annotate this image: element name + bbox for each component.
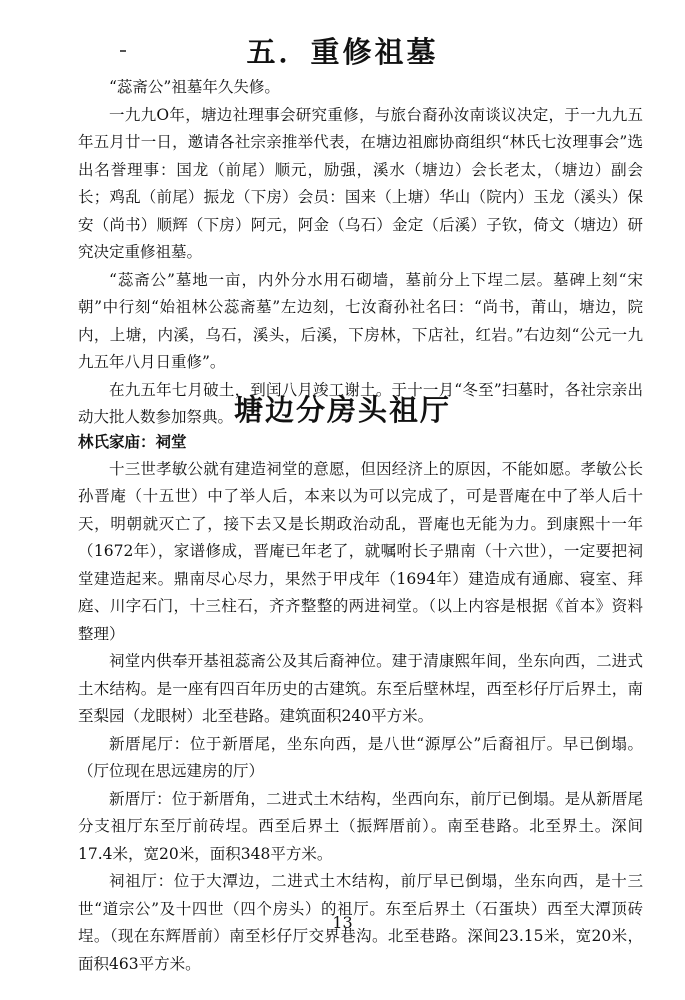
- paragraph: 新厝厅：位于新厝角，二进式土木结构，坐西向东，前厅已倒塌。是从新厝尾分支祖厅东至厅前砖埕。西至后界土（振辉厝前）。南至巷路。北至界土。深间17.4米，宽20米，面积348平方米。: [78, 789, 643, 863]
- section-title: 塘边分房头祖厅: [233, 393, 451, 427]
- paragraph: “蕊斋公”祖墓年久失修。: [109, 78, 280, 96]
- paragraph: 在九五年七月破土，到闰八月竣工谢土。于十一月“冬至”扫墓时，各社宗亲出动大批人数参加祭典。: [78, 380, 643, 426]
- paragraph: 祠祖厅：位于大潭边，二进式土木结构，前厅早已倒塌，坐东向西，是十三世“道宗公”及十四世（四个房头）的祖厅。东至后界土（石蛋块）西至大潭顶砖埕。（现在东辉厝前）南至杉仔厅交界巷沟。北至巷路。深间23.15米，宽20米，面积463平方米。: [78, 872, 643, 973]
- subheading: 林氏家庙：祠堂: [78, 432, 187, 451]
- part1-body: [78, 74, 643, 432]
- page-title: 五．重修祖墓: [246, 35, 439, 69]
- paragraph: 新厝尾厅：位于新厝尾，坐东向西，是八世“源厚公”后裔祖厅。早已倒塌。（厅位现在思远建房的厅）: [78, 734, 643, 780]
- paragraph: 十三世孝敏公就有建造祠堂的意愿，但因经济上的原因，不能如愿。孝敏公长孙晋庵（十五世）中了举人后，本来以为可以完成了，可是晋庵在中了举人后十天，明朝就灭亡了，接下去又是长期政治动乱，晋庵也无能为力。到康熙十一年（1672年），家谱修成，晋庵已年老了，就嘱咐长子鼎南（十六世），一定要把祠堂建造起来。鼎南尽心尽力，果然于甲戌年（1694年）建造成有通廊、寝室、拜庭、川字石门，十三柱石，齐齐整整的两进祠堂。（以上内容是根据《首本》资料整理）: [78, 459, 643, 643]
- paragraph: 一九九O年，塘边社理事会研究重修，与旅台裔孙汝南谈议决定，于一九九五年五月廿一日，邀请各社宗亲推举代表，在塘边祖廊协商组织“林氏七汝理事会”选出名誉理事：国龙（前尾）顺元，励强，溪水（塘边）会长老太，（塘边）副会长；鸡乱（前尾）振龙（下房）会员：国来（上塘）华山（院内）玉龙（溪头）保安（尚书）顺辉（下房）阿元，阿金（乌石）金定（后溪）子钦，倚文（塘边）研究决定重修祖墓。: [78, 105, 643, 261]
- part2-body: [78, 428, 643, 978]
- paragraph: 祠堂内供奉开基祖蕊斋公及其后裔神位。建于清康熙年间，坐东向西，二进式土木结构。是一座有四百年历史的古建筑。东至后壁林埕，西至杉仔厅后界土，南至梨园（龙眼树）北至巷路。建筑面积240平方米。: [78, 652, 643, 725]
- paragraph: “蕊斋公”墓地一亩，内外分水用石砌墙，墓前分上下埕二层。墓碑上刻“宋朝”中行刻“始祖林公蕊斋墓”左边刻，七汝裔孙社名曰：“尚书，莆山，塘边，院内，上塘，内溪，乌石，溪头，后溪，下房林，下店社，红岩。”右边刻“公元一九九五年八月日重修”。: [78, 270, 643, 371]
- page-number: 13: [332, 913, 353, 932]
